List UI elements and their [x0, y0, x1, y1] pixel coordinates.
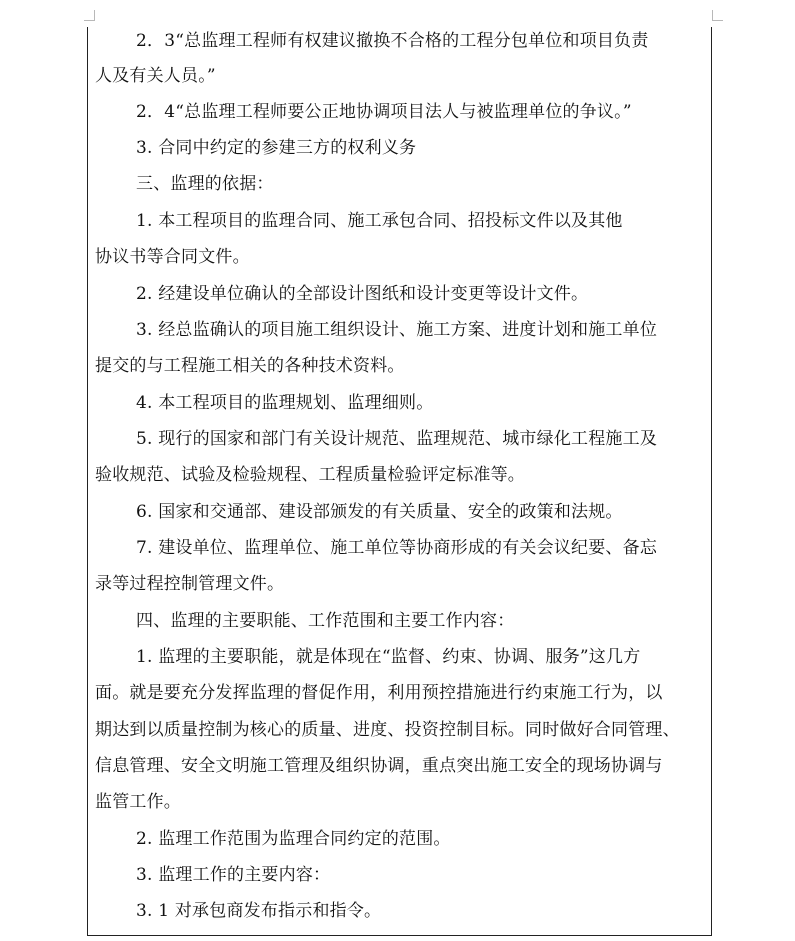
right-crop-mark [712, 10, 723, 21]
document-line: 1. 本工程项目的监理合同、施工承包合同、招投标文件以及其他 [136, 211, 623, 231]
document-line: 信息管理、安全文明施工管理及组织协调，重点突出施工安全的现场协调与 [95, 756, 663, 776]
left-crop-mark [84, 10, 95, 21]
document-line: 验收规范、试验及检验规程、工程质量检验评定标准等。 [95, 465, 525, 485]
document-line: 7. 建设单位、监理单位、施工单位等协商形成的有关会议纪要、备忘 [136, 538, 658, 558]
document-line: 2．3“总监理工程师有权建议撤换不合格的工程分包单位和项目负责 [136, 31, 649, 51]
document-line: 提交的与工程施工相关的各种技术资料。 [95, 356, 405, 376]
document-line: 6. 国家和交通部、建设部颁发的有关质量、安全的政策和法规。 [136, 502, 623, 522]
document-line: 2．4“总监理工程师要公正地协调项目法人与被监理单位的争议。” [136, 102, 632, 122]
document-line: 2. 经建设单位确认的全部设计图纸和设计变更等设计文件。 [136, 284, 589, 304]
document-line: 监管工作。 [95, 792, 181, 812]
document-line: 人及有关人员。” [95, 66, 216, 86]
page-top-margin [0, 0, 795, 27]
document-line: 2. 监理工作范围为监理合同约定的范围。 [136, 829, 451, 849]
section-heading: 三、监理的依据： [136, 174, 274, 194]
document-line: 录等过程控制管理文件。 [95, 574, 285, 594]
document-line: 3. 1 对承包商发布指示和指令。 [136, 901, 382, 921]
document-line: 期达到以质量控制为核心的质量、进度、投资控制目标。同时做好合同管理、 [95, 720, 680, 740]
document-line: 5. 现行的国家和部门有关设计规范、监理规范、城市绿化工程施工及 [136, 429, 658, 449]
document-line: 1. 监理的主要职能，就是体现在“监督、约束、协调、服务”这几方 [136, 647, 641, 667]
document-line: 面。就是要充分发挥监理的督促作用，利用预控措施进行约束施工行为，以 [95, 683, 663, 703]
document-line: 3. 合同中约定的参建三方的权利义务 [136, 138, 417, 158]
document-line: 3. 监理工作的主要内容： [136, 865, 331, 885]
document-line: 3. 经总监确认的项目施工组织设计、施工方案、进度计划和施工单位 [136, 320, 658, 340]
document-line: 协议书等合同文件。 [95, 247, 250, 267]
section-heading: 四、监理的主要职能、工作范围和主要工作内容： [136, 611, 515, 631]
document-line: 4. 本工程项目的监理规划、监理细则。 [136, 393, 434, 413]
